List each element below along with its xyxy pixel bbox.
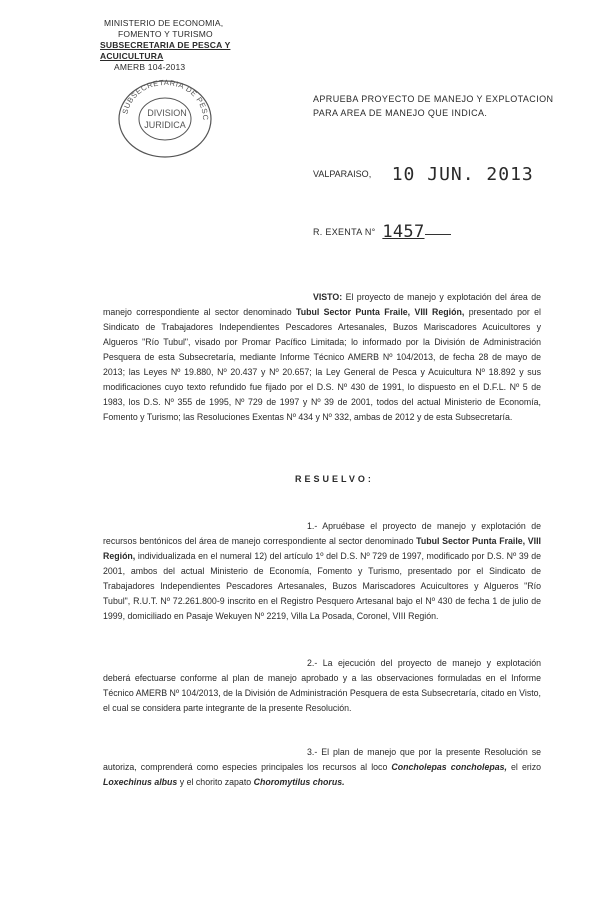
resuelvo-heading: RESUELVO: [295, 474, 374, 484]
date-stamp: 10 JUN. 2013 [391, 164, 534, 185]
subject-line-1: APRUEBA PROYECTO DE MANEJO Y EXPLOTACION [313, 94, 554, 104]
stamp-center-line-1: DIVISION [147, 108, 187, 118]
file-reference: AMERB 104-2013 [114, 62, 186, 72]
stamp-ring-text: SUBSECRETARIA DE PESC [120, 79, 211, 121]
resolution-label: R. EXENTA N° [313, 227, 376, 237]
resolution-subject [313, 92, 553, 120]
item-2-paragraph [103, 656, 541, 716]
visto-area-name: Tubul Sector Punta Fraile, VIII Región, [296, 307, 465, 317]
date-city: VALPARAISO, [313, 169, 372, 179]
stamp-center-line-2: JURIDICA [144, 120, 186, 130]
resolution-number-line [313, 222, 451, 242]
item-3-text-3: y el chorito zapato [179, 777, 252, 787]
subsecretaria-title: SUBSECRETARIA DE PESCA Y ACUICULTURA [100, 40, 231, 61]
item-3-text-2: el erizo [511, 762, 542, 772]
item-3-species-3: Choromytilus chorus. [253, 777, 345, 787]
item-2-text: La ejecución del proyecto de manejo y explotación deberá efectuarse conforme al plan de manejo aprobado y a las observaciones formuladas en el Informe Técnico AMERB Nº 104/2013, de la División de Administración Pesquera de esta Subsecretaría, citado en Visto, el cual se considera parte integrante de la presente Resolución. [103, 658, 541, 713]
item-1-text-2: individualizada en el numeral 12) del artículo 1º del D.S. Nº 729 de 1997, modificado por D.S. Nº 39 de 2001, ambos del actual Ministerio de Economía, Fomento y Turismo, presentado por el Sindicato de Trabajadores Independientes Pescadores Artesanales, Buzos Mariscadores Acuicultores y Algueros "Río Tubul", R.U.T. Nº 72.261.800-9 inscrito en el Registro Pesquero Artesanal bajo el Nº 430 de fecha 1 de julio de 1999, domiciliado en Pasaje Wekuyen Nº 2219, Villa La Posada, Coronel, VIII Región. [103, 551, 541, 621]
ministry-line-2: FOMENTO Y TURISMO [118, 29, 213, 39]
item-1-paragraph [103, 519, 541, 624]
item-3-text-1: El plan de manejo que por la presente Resolución se autoriza, comprenderá como especies principales los recursos al loco [103, 747, 541, 772]
item-3-paragraph [103, 745, 541, 790]
item-1-text-1: Apruébase el proyecto de manejo y explotación de recursos bentónicos del área de manejo correspondiente al sector denominado [103, 521, 541, 546]
date-line [313, 164, 534, 185]
visto-text-2: presentado por el Sindicato de Trabajadores Independientes Pescadores Artesanales, Buzos Mariscadores Acuicultores y Algueros "Río Tubul", visado por Promar Pacífico Limitada; lo informado por la División de Administración Pesquera de esta Subsecretaría, mediante Informe Técnico AMERB Nº 104/2013, de fecha 28 de mayo de 2013; las Leyes Nº 19.880, Nº 20.437 y Nº 20.657; la Ley General de Pesca y Acuicultura Nº 18.892 y sus modificaciones cuyo texto refundido fue fijado por el D.S. Nº 430 de 1991, lo dispuesto en el D.F.L. Nº 5 de 1983, los D.S. Nº 355 de 1995, Nº 729 de 1997 y Nº 39 de 2001, todos del actual Ministerio de Economía, Fomento y Turismo; las Resoluciones Exentas Nº 434 y Nº 332, ambas de 2012 y de esta Subsecretaría. [103, 307, 541, 422]
item-2-number: 2.- [307, 658, 318, 668]
item-3-number: 3.- [307, 747, 318, 757]
item-1-number: 1.- [307, 521, 318, 531]
resolution-number: 1457 [382, 222, 425, 242]
item-3-species-2: Loxechinus albus [103, 777, 178, 787]
stamp-seal-icon [117, 79, 213, 159]
item-1-area-name: Tubul Sector Punta Fraile, VIII Región, [103, 536, 541, 561]
official-stamp [117, 79, 213, 159]
item-3-species-1: Concholepas concholepas, [391, 762, 507, 772]
ministry-header [100, 18, 260, 73]
ministry-line-1: MINISTERIO DE ECONOMIA, [104, 18, 224, 28]
visto-paragraph [103, 290, 541, 425]
visto-text-1: El proyecto de manejo y explotación del área de manejo correspondiente al sector denominado [103, 292, 541, 317]
number-underline [425, 234, 451, 235]
visto-label: VISTO: [313, 292, 343, 302]
subject-line-2: PARA AREA DE MANEJO QUE INDICA. [313, 108, 488, 118]
